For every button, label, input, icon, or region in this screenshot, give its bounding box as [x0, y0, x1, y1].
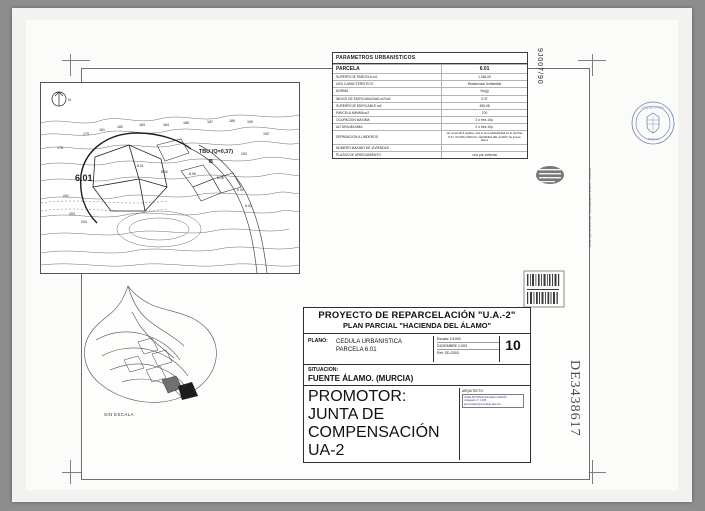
site-plan-map: [40, 82, 300, 274]
site-plan-svg: [41, 83, 299, 273]
param-value: No(g): [442, 88, 527, 95]
svg-text:8.06: 8.06: [189, 172, 196, 176]
svg-text:N: N: [68, 97, 71, 102]
svg-text:203: 203: [69, 212, 75, 216]
param-value: 2 o tres 10p.: [442, 124, 527, 131]
svg-text:187: 187: [207, 120, 213, 124]
promotor-row: [304, 386, 530, 462]
params-grid: [333, 64, 527, 158]
plano-value-line1: CEDULA URBANISTICA: [336, 338, 403, 345]
svg-text:8.04: 8.04: [161, 170, 168, 174]
ref-label: Ref:: [437, 350, 444, 355]
firma-line-1: JOSE ANTONIO Mondéjar GARCÍA: [464, 395, 507, 399]
situacion-value: FUENTE ÁLAMO. (MURCIA): [308, 373, 414, 383]
situacion-label: SITUACION:: [308, 366, 339, 373]
ref-row: [437, 350, 499, 356]
param-value: 700: [442, 109, 527, 116]
title-block-heading: [304, 308, 530, 334]
sheet-number: 10: [499, 336, 526, 362]
svg-text:6.03: 6.03: [245, 204, 252, 208]
table-row: [333, 124, 527, 131]
svg-text:201: 201: [63, 194, 69, 198]
crop-mark-top-left-v: [70, 54, 71, 76]
crop-mark-top-right-v: [592, 54, 593, 76]
svg-text:189: 189: [229, 119, 235, 123]
crop-mark-bottom-right-v: [592, 460, 593, 484]
svg-text:181: 181: [99, 128, 105, 132]
param-key: PARCELA MINIMA m2.: [333, 109, 442, 116]
crop-mark-bottom-left-v: [70, 460, 71, 484]
ink-stamp-smudge: [531, 160, 569, 190]
param-value: 0,37: [442, 95, 527, 102]
param-value: una por vivienda: [442, 151, 527, 158]
reference-code-side: PARCEL. ESCALA/IMPRESO. DELINEACIÓN.DOC.: [588, 168, 592, 249]
svg-text:179: 179: [83, 132, 89, 136]
svg-text:184: 184: [163, 123, 169, 127]
param-key: INDICE DE EDIFICABILIDAD m2/m2.: [333, 95, 442, 102]
plano-value-line2: PARCELA 6.01: [336, 346, 377, 353]
promotor-label: PROMOTOR:: [308, 387, 407, 405]
scale-label: Escala:: [437, 336, 449, 341]
ink-stamp-svg: [531, 160, 569, 190]
title-block: [303, 307, 531, 463]
param-key: SUPERFICIE EDIFICABLE m2.: [333, 102, 442, 109]
svg-text:COLEGIO OFICIAL: COLEGIO OFICIAL: [641, 106, 665, 110]
date-value: DICIEMBRE 2.003: [437, 343, 467, 348]
key-plan-svg: [66, 282, 256, 417]
params-header-key: PARCELA: [333, 65, 442, 74]
svg-text:6.02: 6.02: [237, 188, 244, 192]
svg-text:6.01: 6.01: [75, 173, 93, 183]
document-page: [12, 8, 692, 502]
param-value: 455,08: [442, 102, 527, 109]
plano-meta: [433, 336, 499, 362]
svg-text:182: 182: [117, 125, 123, 129]
situacion-row: [304, 365, 530, 386]
urban-parameters-table: [332, 52, 528, 159]
svg-text:TBU (Q=0,37): TBU (Q=0,37): [199, 149, 233, 155]
date-row: [437, 343, 499, 350]
promotor-value: JUNTA DE COMPENSACIÓN UA-2: [308, 405, 440, 459]
official-round-stamp: [630, 100, 676, 146]
param-key: SUPERFICIE PARCELA m2.: [333, 74, 442, 81]
table-row: [333, 102, 527, 109]
param-key: ALTURA MAXIMA: [333, 124, 442, 131]
visado-barcode-stamp: [523, 270, 565, 308]
key-plan: [66, 282, 256, 417]
param-key: NÚMERO MAXIMO DE VIVIENDAS: [333, 144, 442, 151]
svg-text:MURCIA: MURCIA: [647, 138, 659, 141]
svg-text:8.01: 8.01: [137, 164, 144, 168]
plano-value: [336, 336, 433, 362]
table-row: [333, 81, 527, 88]
plano-row: [304, 334, 530, 365]
crop-mark-top-left: [62, 60, 90, 61]
page-title: PROYECTO DE REPARCELACIÓN "U.A.-2": [318, 309, 516, 320]
firma-line-2: colegiado nº 1.036: [464, 399, 487, 403]
svg-text:B: B: [209, 159, 213, 165]
table-row: [333, 88, 527, 95]
param-key: OCUPACION MAXIMA: [333, 116, 442, 123]
barcode-svg: [523, 270, 565, 308]
page-surface: [26, 20, 678, 490]
table-row: [333, 116, 527, 123]
param-key: USO CARACTERISTICO: [333, 81, 442, 88]
ref-value: SD-2003: [444, 350, 459, 355]
svg-text:176: 176: [57, 146, 63, 150]
param-value: 1.384,00: [442, 74, 527, 81]
params-title: PARAMETROS URBANISTICOS: [333, 53, 527, 64]
firma-line-3: jamondejar@mondejar.atienza: [464, 402, 501, 406]
param-value: Residencial Unifamiliar: [442, 81, 527, 88]
table-row: [333, 151, 527, 158]
param-value: Ver norma 6b.5 reglitica, será el de la edificabilidad art.41 del Plan R.P.I. OCUPAL PARCIAL "HACIENDA DEL ÁLAMO" de Fuente Álamo: [442, 131, 527, 145]
page-subtitle: PLAN PARCIAL "HACIENDA DEL ÁLAMO": [343, 320, 491, 330]
param-value: 2 o tres 10p.: [442, 116, 527, 123]
svg-text:8.08: 8.08: [217, 176, 224, 180]
table-row: [333, 74, 527, 81]
architect-signature-stamp: [462, 394, 524, 409]
svg-text:204: 204: [81, 220, 87, 224]
table-row: [333, 109, 527, 116]
scale-row: [437, 336, 499, 343]
param-value: [442, 144, 527, 151]
table-row: [333, 144, 527, 151]
param-key: PLAZAS DE APARCAMIENTO: [333, 151, 442, 158]
svg-text:192: 192: [263, 132, 269, 136]
arquitecto-label: ARQUITECTO:: [462, 388, 484, 393]
arquitecto-cell: [459, 388, 526, 460]
scale-value: 1/1000: [449, 336, 461, 341]
reference-code-big: DE3438617: [567, 360, 582, 437]
svg-text:183: 183: [139, 123, 145, 127]
param-key: NORMA: [333, 88, 442, 95]
round-stamp-svg: [630, 100, 676, 146]
reference-code-top: 9J007/90: [536, 48, 543, 85]
table-row: [333, 131, 527, 145]
svg-text:190: 190: [247, 120, 253, 124]
params-header-value: 6.01: [442, 65, 527, 74]
svg-text:185: 185: [183, 121, 189, 125]
key-plan-caption: SIN ESCALA: [104, 412, 134, 417]
table-row: [333, 95, 527, 102]
promotor-left: [308, 388, 459, 460]
svg-text:193: 193: [241, 152, 247, 156]
param-key: SEPARACION A LINDEROS: [333, 131, 442, 145]
table-row-header: [333, 65, 527, 74]
plano-label: PLANO:: [308, 337, 328, 344]
